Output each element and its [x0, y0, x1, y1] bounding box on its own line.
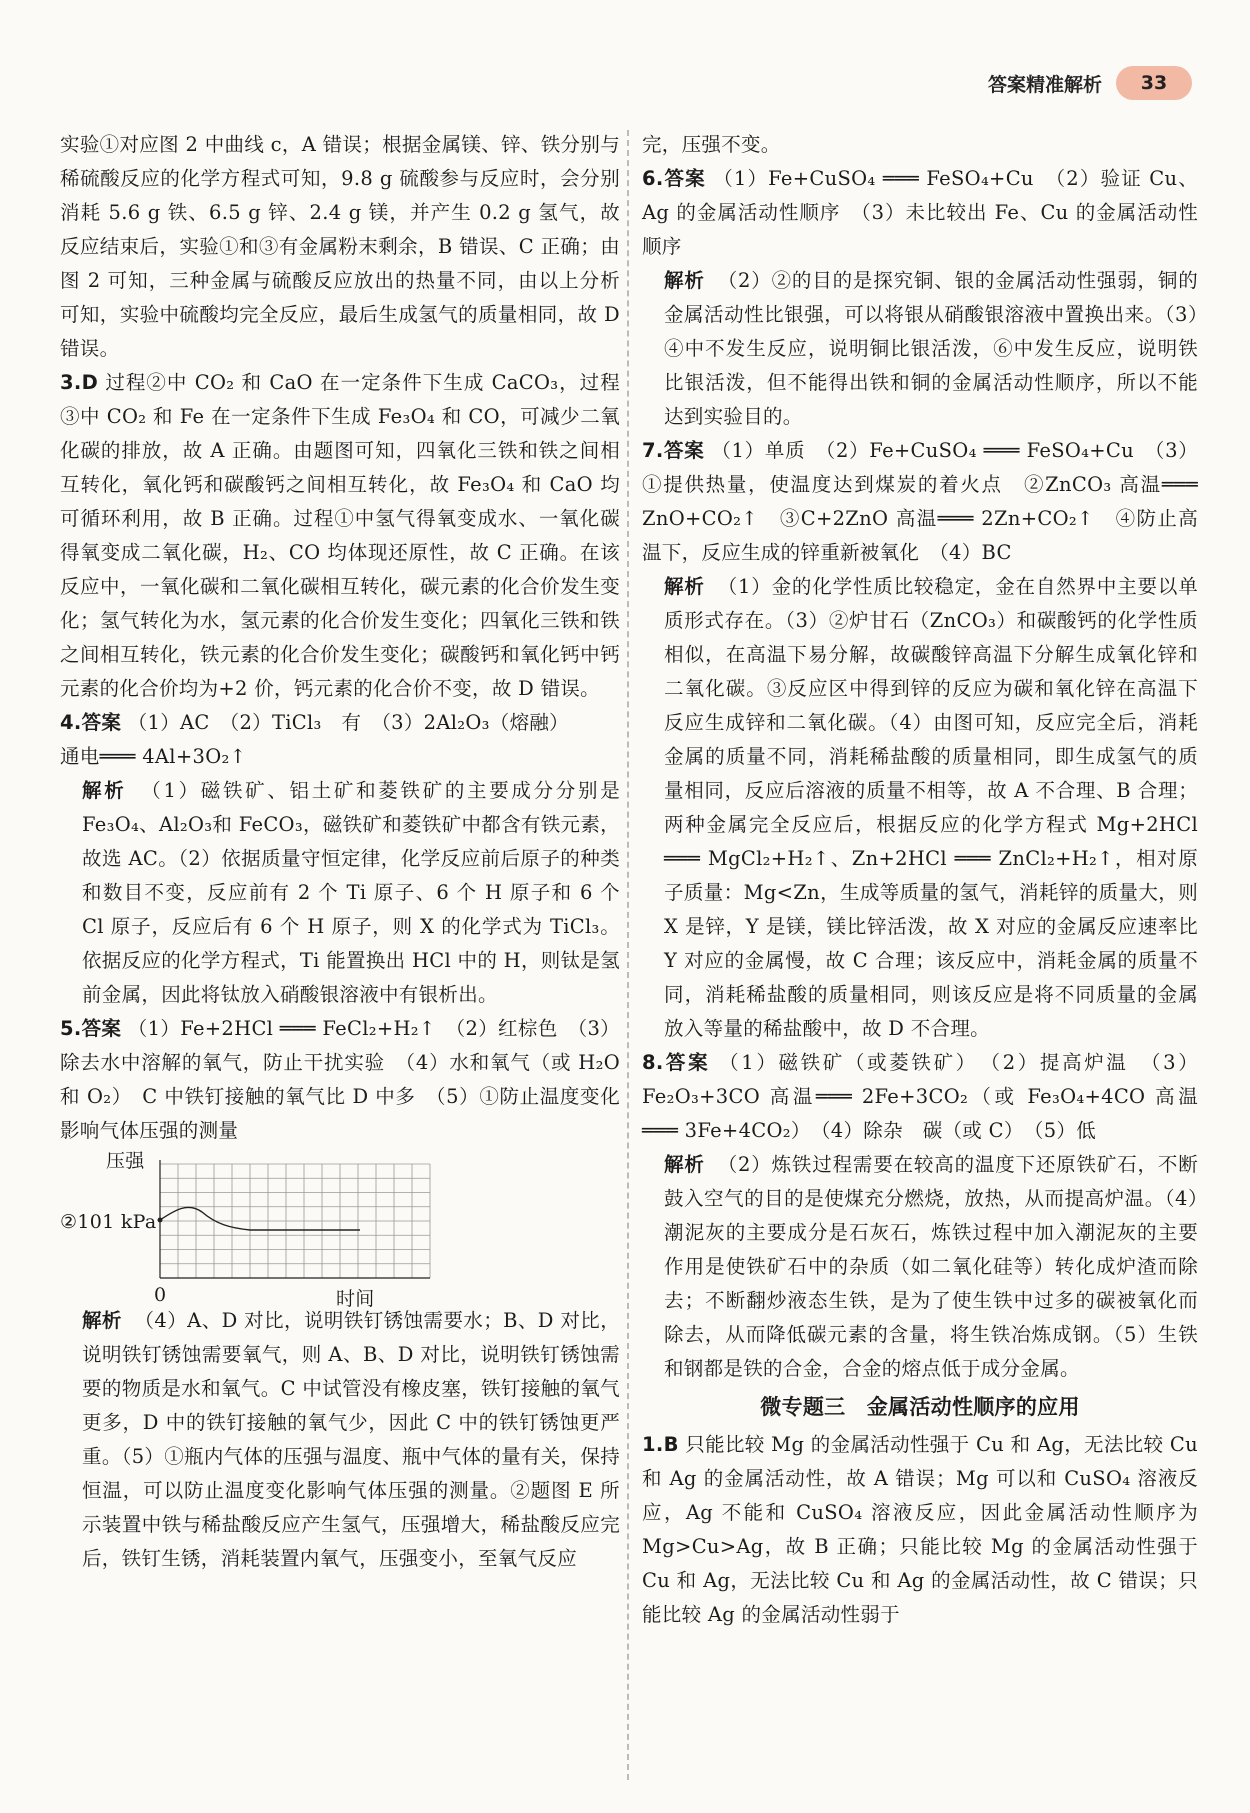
s1-number: 1.B [642, 1433, 679, 1456]
q6-analysis-label: 解析 [664, 269, 705, 292]
graph-start-label: ②101 kPa [60, 1211, 157, 1233]
q6-analysis-text: （2）②的目的是探究铜、银的金属活动性强弱，铜的金属活动性比银强，可以将银从硝酸银溶液中置换出来。（3）④中不发生反应，说明铜比银活泼，⑥中发生反应，说明铁比银活泼，但不能得出铁和铜的金属活动性顺序，所以不能达到实验目的。 [664, 269, 1199, 428]
header-title: 答案精准解析 [987, 73, 1102, 96]
q8-number: 8.答案 [642, 1051, 711, 1074]
graph-origin-label: 0 [154, 1284, 167, 1306]
q3-number: 3.D [60, 371, 99, 394]
question-7-answer [642, 434, 1198, 570]
question-5-analysis [60, 1304, 620, 1576]
q4-analysis-label: 解析 [82, 779, 127, 802]
question-5-answer [60, 1012, 620, 1148]
section-title: 微专题三 金属活动性顺序的应用 [760, 1395, 1080, 1419]
q7-analysis-text: （1）金的化学性质比较稳定，金在自然界中主要以单质形式存在。（3）②炉甘石（ZnCO₃）和碳酸钙的化学性质相似，在高温下易分解，故碳酸锌高温下分解生成氧化锌和二氧化碳。③反应区中得到锌的反应为碳和氧化锌在高温下反应生成锌和二氧化碳。（4）由图可知，反应完全后，消耗金属的质量不同，消耗稀盐酸的质量相同，即生成氢气的质量相同，反应后溶液的质量不相等，故 A 不合理、B 合理；两种金属完全反应后，根据反应的化学方程式 Mg+2HCl ═══ MgCl₂+H₂↑、Zn+2HCl ═══ ZnCl₂+H₂↑，相对原子质量：Mg<Zn，生成等质量的氢气，消耗锌的质量大，则 X 是锌，Y 是镁，镁比锌活泼，故 X 对应的金属反应速率比 Y 对应的金属慢，故 C 合理；该反应中，消耗金属的质量不同，消耗稀盐酸的质量相同，则该反应是将不同质量的金属放入等量的稀盐酸中，故 D 不合理。 [664, 575, 1199, 1040]
section-question-1 [642, 1428, 1198, 1632]
start-point [158, 1218, 163, 1223]
q8-analysis-text: （2）炼铁过程需要在较高的温度下还原铁矿石，不断鼓入空气的目的是使煤充分燃烧，放热，从而提高炉温。（4）潮泥灰的主要成分是石灰石，炼铁过程中加入潮泥灰的主要作用是使铁矿石中的杂质（如二氧化硅等）转化成炉渣而除去；不断翻炒液态生铁，是为了使生铁中过多的碳被氧化而除去，从而降低碳元素的含量，将生铁冶炼成钢。（5）生铁和钢都是铁的合金，合金的熔点低于成分金属。 [664, 1153, 1199, 1380]
q5-answer: （1）Fe+2HCl ═══ FeCl₂+H₂↑ （2）红棕色 （3）除去水中溶解的氧气，防止干扰实验 （4）水和氧气（或 H₂O 和 O₂） C 中铁钉接触的氧气比 D 中多 （5）①防止温度变化影响气体压强的测量 [60, 1017, 620, 1142]
question-4-answer [60, 706, 620, 740]
question-8-analysis [642, 1148, 1198, 1386]
question-4-analysis [60, 774, 620, 1012]
q2-continuation: 实验①对应图 2 中曲线 c，A 错误；根据金属镁、锌、铁分别与稀硫酸反应的化学方程式可知，9.8 g 硫酸参与反应时，会分别消耗 5.6 g 铁、6.5 g 锌、2.4 g 镁，并产生 0.2 g 氢气，故反应结束后，实验①和③有金属粉末剩余，B 错误、C 正确；由图 2 可知，三种金属与硫酸反应放出的热量不同，由以上分析可知，实验中硫酸均完全反应，最后生成氢气的质量相同，故 D 错误。 [60, 133, 620, 360]
pressure-graph [60, 1150, 620, 1310]
q4-answer-line2: 通电═══ 4Al+3O₂↑ [60, 745, 247, 768]
question-3 [60, 366, 620, 706]
q5-analysis-label: 解析 [82, 1309, 122, 1332]
question-7-analysis [642, 570, 1198, 1046]
s1-text: 只能比较 Mg 的金属活动性强于 Cu 和 Ag，无法比较 Cu 和 Ag 的金属活动性，故 A 错误；Mg 可以和 CuSO₄ 溶液反应，Ag 不能和 CuSO₄ 溶液反应，因此金属活动性顺序为 Mg>Cu>Ag，故 B 正确；只能比较 Mg 的金属活动性强于 Cu 和 Ag，无法比较 Cu 和 Ag 的金属活动性，故 C 错误；只能比较 Ag 的金属活动性弱于 [642, 1433, 1199, 1626]
pressure-curve [160, 1207, 360, 1230]
q7-number: 7.答案 [642, 439, 705, 462]
graph-x-label: 时间 [336, 1288, 375, 1310]
page-header [988, 66, 1192, 100]
question-6-analysis [642, 264, 1198, 434]
question-8-answer [642, 1046, 1198, 1148]
q5-analysis-text: （4）A、D 对比，说明铁钉锈蚀需要水；B、D 对比，说明铁钉锈蚀需要氧气，则 A、B、D 对比，说明铁钉锈蚀需要的物质是水和氧气。C 中试管没有橡皮塞，铁钉接触的氧气更多，D 中的铁钉接触的氧气少，因此 C 中的铁钉锈蚀更严重。（5）①瓶内气体的压强与温度、瓶中气体的量有关，保持恒温，可以防止温度变化影响气体压强的测量。②题图 E 所示装置中铁与稀盐酸反应产生氢气，压强增大，稀盐酸反应完后，铁钉生锈，消耗装置内氧气，压强变小，至氧气反应 [82, 1309, 621, 1570]
q5-continuation: 完，压强不变。 [642, 133, 781, 156]
q7-analysis-label: 解析 [664, 575, 705, 598]
q4-answer: （1）AC （2）TiCl₃ 有 （3）2Al₂O₃（熔融） [127, 711, 569, 734]
q6-answer: （1）Fe+CuSO₄ ═══ FeSO₄+Cu （2）验证 Cu、Ag 的金属活动性顺序 （3）未比较出 Fe、Cu 的金属活动性顺序 [642, 167, 1199, 258]
q8-analysis-label: 解析 [664, 1153, 705, 1176]
question-6-answer [642, 162, 1198, 264]
q8-answer: （1）磁铁矿（或菱铁矿） （2）提高炉温 （3）Fe₂O₃+3CO 高温═══ 2Fe+3CO₂（或 Fe₃O₄+4CO 高温═══ 3Fe+4CO₂） （4）除杂 碳（或 C） （5）低 [642, 1051, 1198, 1142]
q4-analysis-text: （1）磁铁矿、铝土矿和菱铁矿的主要成分分别是 Fe₃O₄、Al₂O₃和 FeCO₃，磁铁矿和菱铁矿中都含有铁元素，故选 AC。（2）依据质量守恒定律，化学反应前后原子的种类和数目不变，反应前有 2 个 Ti 原子、6 个 H 原子和 6 个 Cl 原子，反应后有 6 个 H 原子，则 X 的化学式为 TiCl₃。依据反应的化学方程式，Ti 能置换出 HCl 中的 H，则钛是氢前金属，因此将钛放入硝酸银溶液中有银析出。 [82, 779, 620, 1006]
q7-answer: （1）单质 （2）Fe+CuSO₄ ═══ FeSO₄+Cu （3）①提供热量，使温度达到煤炭的着火点 ②ZnCO₃ 高温═══ ZnO+CO₂↑ ③C+2ZnO 高温═══ 2Zn+CO₂↑ ④防止高温下，反应生成的锌重新被氧化 （4）BC [642, 439, 1199, 564]
q5-number: 5.答案 [60, 1017, 122, 1040]
column-divider [627, 130, 629, 1780]
graph-y-label: 压强 [106, 1150, 145, 1172]
q4-number: 4.答案 [60, 711, 122, 734]
right-column [642, 128, 1198, 1632]
q3-text: 过程②中 CO₂ 和 CaO 在一定条件下生成 CaCO₃，过程③中 CO₂ 和 Fe 在一定条件下生成 Fe₃O₄ 和 CO，可减少二氧化碳的排放，故 A 正确。由题图可知，四氧化三铁和铁之间相互转化，氧化钙和碳酸钙之间相互转化，故 Fe₃O₄ 和 CaO 均可循环利用，故 B 正确。过程①中氢气得氧变成水、一氧化碳得氧变成二氧化碳，H₂、CO 均体现还原性，故 C 正确。在该反应中，一氧化碳和二氧化碳相互转化，碳元素的化合价发生变化；氢气转化为水，氢元素的化合价发生变化；四氧化三铁和铁之间相互转化，铁元素的化合价发生变化；碳酸钙和氧化钙中钙元素的化合价均为+2 价，钙元素的化合价不变，故 D 错误。 [60, 371, 621, 700]
left-column [60, 128, 620, 1576]
page-number-badge: 33 [1116, 66, 1192, 100]
graph-grid [160, 1164, 430, 1278]
q6-number: 6.答案 [642, 167, 706, 190]
